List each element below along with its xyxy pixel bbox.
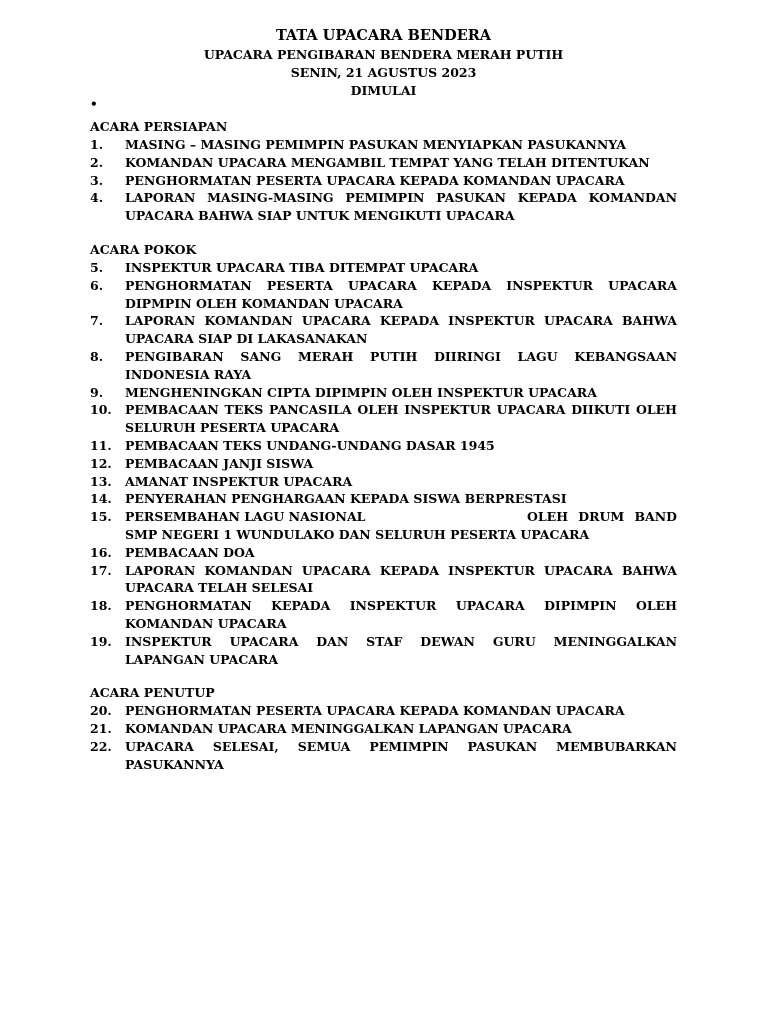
list-item	[90, 633, 677, 669]
item-text: PENGHORMATAN PESERTA UPACARA KEPADA INSPEKTUR UPACARA DIPMPIN OLEH KOMANDAN UPACARA	[125, 277, 677, 311]
item-text: PENGHORMATAN PESERTA UPACARA KEPADA KOMANDAN UPACARA	[125, 703, 625, 719]
list-item	[90, 437, 677, 455]
item-text: LAPORAN MASING-MASING PEMIMPIN PASUKAN KEPADA KOMANDAN UPACARA BAHWA SIAP UNTUK MENGIKUTI UPACARA	[125, 190, 677, 224]
list-item	[90, 259, 677, 277]
list-item	[90, 473, 677, 491]
item-text	[125, 508, 677, 544]
item-text: MENGHENINGKAN CIPTA DIPIMPIN OLEH INSPEKTUR UPACARA	[125, 384, 597, 400]
item-number: 15.	[90, 509, 112, 525]
item-number: 1.	[90, 137, 104, 152]
item-text: MASING – MASING PEMIMPIN PASUKAN MENYIAPKAN PASUKANNYA	[125, 137, 627, 152]
list-item	[90, 702, 677, 720]
item-number: 19.	[90, 633, 112, 649]
list-item	[90, 455, 677, 473]
item-number: 9.	[90, 384, 104, 400]
item-text: PENGHORMATAN KEPADA INSPEKTUR UPACARA DIPIMPIN OLEH KOMANDAN UPACARA	[125, 598, 677, 631]
section-title: ACARA PENUTUP	[90, 685, 215, 701]
item-text: PENYERAHAN PENGHARGAAN KEPADA SISWA BERPRESTASI	[125, 491, 567, 507]
item-number: 6.	[90, 277, 104, 293]
item-text-part-a: PERSEMBAHAN LAGU NASIONAL	[125, 509, 366, 525]
item-text: INSPEKTUR UPACARA TIBA DITEMPAT UPACARA	[125, 259, 479, 275]
list-item	[90, 508, 677, 544]
list-item	[90, 562, 677, 598]
list-item	[90, 597, 677, 633]
item-number: 22.	[90, 738, 112, 754]
document-date: SENIN, 21 AGUSTUS 2023	[290, 65, 477, 80]
item-number: 17.	[90, 562, 112, 578]
section-persiapan	[90, 118, 677, 225]
list-item	[90, 172, 677, 190]
item-number: 16.	[90, 544, 112, 560]
list-item	[90, 189, 677, 225]
item-text: UPACARA SELESAI, SEMUA PEMIMPIN PASUKAN MEMBUBARKAN PASUKANNYA	[125, 738, 677, 772]
document-header	[90, 26, 677, 100]
stray-bullet: •	[90, 97, 98, 111]
list-item	[90, 720, 677, 738]
section-title: ACARA PERSIAPAN	[90, 119, 228, 134]
item-text: PEMBACAAN JANJI SISWA	[125, 455, 314, 471]
list-item	[90, 154, 677, 172]
pokok-list	[90, 259, 677, 668]
list-item	[90, 490, 677, 508]
list-item	[90, 277, 677, 313]
item-text: LAPORAN KOMANDAN UPACARA KEPADA INSPEKTUR UPACARA BAHWA UPACARA SIAP DI LAKASANAKAN	[125, 313, 677, 347]
item-number: 18.	[90, 598, 112, 614]
section-penutup	[90, 684, 677, 773]
item-number: 4.	[90, 190, 104, 206]
item-text: PENGIBARAN SANG MERAH PUTIH DIIRINGI LAGU KEBANGSAAN INDONESIA RAYA	[125, 348, 677, 382]
item-number: 13.	[90, 473, 112, 489]
document-page	[90, 26, 677, 774]
document-subtitle: UPACARA PENGIBARAN BENDERA MERAH PUTIH	[203, 47, 564, 62]
item-text: KOMANDAN UPACARA MENINGGALKAN LAPANGAN UPACARA	[125, 721, 572, 737]
item-number: 14.	[90, 491, 112, 507]
item-text: PEMBACAAN DOA	[125, 544, 255, 560]
item-text: INSPEKTUR UPACARA DAN STAF DEWAN GURU MENINGGALKAN LAPANGAN UPACARA	[125, 633, 677, 667]
item-text: LAPORAN KOMANDAN UPACARA KEPADA INSPEKTUR UPACARA BAHWA UPACARA TELAH SELESAI	[125, 562, 677, 596]
item-text: PEMBACAAN TEKS UNDANG-UNDANG DASAR 1945	[125, 437, 495, 453]
item-number: 11.	[90, 437, 112, 453]
item-number: 20.	[90, 703, 112, 719]
item-text: PENGHORMATAN PESERTA UPACARA KEPADA KOMANDAN UPACARA	[125, 172, 625, 188]
item-text: AMANAT INSPEKTUR UPACARA	[125, 473, 353, 489]
list-item	[90, 401, 677, 437]
item-text-part-b: OLEH DRUM BAND SMP NEGERI 1 WUNDULAKO DAN SELURUH PESERTA UPACARA	[125, 509, 677, 542]
penutup-list	[90, 702, 677, 773]
list-item	[90, 544, 677, 562]
list-item	[90, 738, 677, 774]
item-text: PEMBACAAN TEKS PANCASILA OLEH INSPEKTUR UPACARA DIIKUTI OLEH SELURUH PESERTA UPACARA	[125, 402, 677, 436]
list-item	[90, 384, 677, 402]
list-item	[90, 312, 677, 348]
item-number: 10.	[90, 402, 112, 418]
item-number: 12.	[90, 455, 112, 471]
document-status: DIMULAI	[350, 83, 417, 98]
list-item	[90, 136, 677, 154]
item-number: 21.	[90, 721, 112, 737]
item-number: 2.	[90, 154, 104, 170]
item-number: 3.	[90, 172, 104, 188]
item-number: 5.	[90, 259, 104, 275]
section-title: ACARA POKOK	[90, 241, 197, 257]
item-number: 7.	[90, 313, 104, 329]
document-title: TATA UPACARA BENDERA	[275, 27, 492, 44]
list-item	[90, 348, 677, 384]
item-number: 8.	[90, 348, 104, 364]
persiapan-list	[90, 136, 677, 225]
section-pokok	[90, 241, 677, 668]
item-text: KOMANDAN UPACARA MENGAMBIL TEMPAT YANG TELAH DITENTUKAN	[125, 154, 650, 170]
